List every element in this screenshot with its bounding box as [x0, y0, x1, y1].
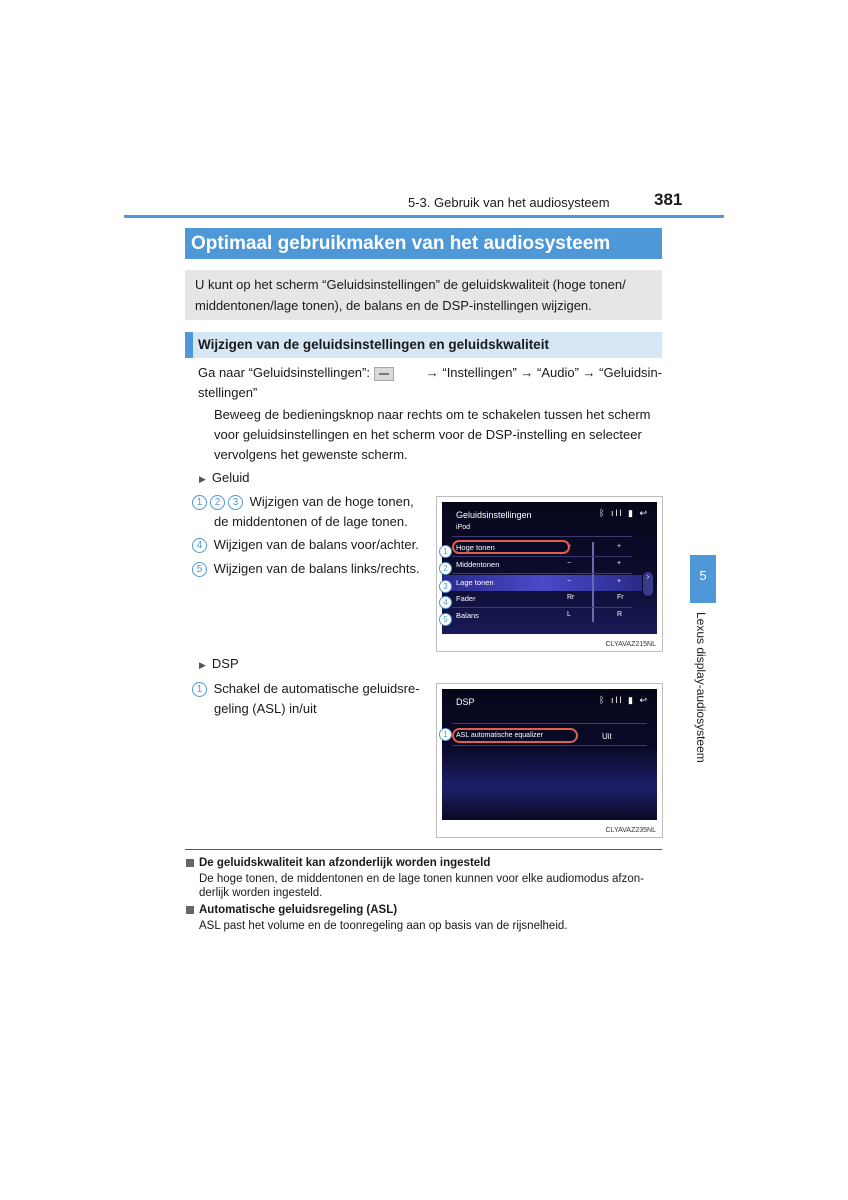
chapter-label [694, 612, 714, 772]
highlight-outline [452, 540, 570, 554]
dsp-label: DSP [211, 656, 239, 671]
note-text [186, 919, 666, 933]
notes-divider [185, 849, 662, 850]
status-icons: ᛒ ıll ▮ ↩ [599, 695, 649, 705]
divider [452, 536, 632, 537]
note-line: ASL past het volume en de toonregeling aan op basis van de rijsnelheid. [199, 920, 568, 932]
note-line: derlijk worden ingesteld. [199, 887, 323, 899]
divider [452, 745, 647, 746]
item-text: Schakel de automatische geluidsre- [213, 681, 420, 696]
setting-label: Lage tonen [456, 578, 494, 587]
highlight-outline [452, 728, 578, 743]
geluid-item-5 [192, 559, 420, 579]
geluid-screen-image [436, 496, 663, 652]
geluid-label: Geluid [211, 470, 250, 485]
setting-left: Rr [567, 594, 575, 601]
divider [452, 573, 632, 574]
number-circle: 1 [192, 682, 207, 697]
scroll-arrow-icon: › [643, 572, 653, 596]
instruction-text: → “Instellingen” → “Audio” → “Geluidsin- [425, 365, 662, 380]
item-text: Wijzigen van de balans links/rechts. [213, 561, 420, 576]
slider-center-line [592, 542, 594, 622]
setting-label: Hoge tonen [456, 543, 495, 552]
divider [452, 556, 632, 557]
setting-left: − [567, 543, 572, 550]
subsection-title: Wijzigen van de geluidsinstellingen en geluidskwaliteit [185, 332, 662, 358]
callout-number: 4 [439, 596, 452, 609]
image-code: CLYAVAZ215NL [605, 641, 656, 648]
setting-label: ASL automatische equalizer [456, 732, 543, 739]
setting-label: Balans [456, 611, 479, 620]
geluid-screen [442, 502, 657, 634]
description-line: voor geluidsinstellingen en het scherm voor de DSP-instelling en selecteer [214, 427, 642, 442]
number-circle: 4 [192, 538, 207, 553]
setting-label: Middentonen [456, 560, 500, 569]
callout-number: 3 [439, 580, 452, 593]
note-title: Automatische geluidsregeling (ASL) [186, 904, 666, 916]
description [214, 405, 662, 465]
note-line: De hoge tonen, de middentonen en de lage tonen kunnen voor elke audiomodus afzon- [199, 873, 644, 885]
description-line: vervolgens het gewenste scherm. [214, 447, 408, 462]
divider [452, 607, 632, 608]
instruction [198, 363, 662, 403]
triangle-bullet-icon: ▶ [199, 473, 206, 484]
geluid-item-1 [192, 492, 427, 532]
dsp-screen-image [436, 683, 663, 838]
menu-icon [374, 367, 394, 381]
status-icons: ᛒ ıll ▮ ↩ [599, 508, 649, 518]
number-circle: 3 [228, 495, 243, 510]
geluid-item-4 [192, 535, 419, 555]
screen-title: Geluidsinstellingen [456, 510, 532, 520]
dsp-item-1 [192, 679, 427, 719]
item-text: de middentonen of de lage tonen. [214, 514, 408, 529]
callout-number: 1 [439, 728, 452, 741]
setting-right: + [617, 543, 622, 550]
setting-right: + [617, 560, 622, 567]
chapter-tab: 5 [690, 555, 716, 603]
note-title: De geluidskwaliteit kan afzonderlijk worden ingesteld [186, 857, 666, 869]
notes [186, 857, 666, 933]
dsp-screen [442, 689, 657, 820]
intro-box [185, 270, 662, 320]
intro-line: middentonen/lage tonen), de balans en de DSP-instellingen wijzigen. [195, 298, 592, 313]
header-divider [124, 215, 724, 218]
callout-number: 5 [439, 613, 452, 626]
item-text: Wijzigen van de hoge tonen, [249, 494, 414, 509]
setting-left: L [567, 611, 571, 618]
callout-number: 1 [439, 545, 452, 558]
number-circle: 1 [192, 495, 207, 510]
triangle-bullet-icon: ▶ [199, 659, 206, 670]
setting-right: + [617, 578, 622, 585]
item-text: Wijzigen van de balans voor/achter. [213, 537, 419, 552]
note-text [186, 872, 666, 900]
page-title: Optimaal gebruikmaken van het audiosysteem [185, 228, 662, 259]
page-number: 381 [654, 190, 683, 209]
setting-left: − [567, 578, 572, 585]
screen-title: DSP [456, 697, 475, 707]
divider [452, 723, 647, 724]
number-circle: 5 [192, 562, 207, 577]
setting-right: R [617, 611, 623, 618]
description-line: Beweeg de bedieningsknop naar rechts om te schakelen tussen het scherm [214, 407, 651, 422]
screen-source: iPod [456, 524, 471, 531]
instruction-text: Ga naar “Geluidsinstellingen”: [198, 365, 370, 380]
callout-number: 2 [439, 562, 452, 575]
setting-value: Uit [602, 732, 612, 741]
dsp-heading [199, 654, 239, 675]
geluid-heading [199, 468, 250, 489]
item-text: geling (ASL) in/uit [214, 701, 317, 716]
setting-right: Fr [617, 594, 624, 601]
image-code: CLYAVAZ235NL [605, 827, 656, 834]
header-section-title: 5-3. Gebruik van het audiosysteem [408, 195, 610, 210]
instruction-text: stellingen” [198, 385, 258, 400]
chapter-label-text: Lexus display-audiosysteem [694, 612, 708, 763]
setting-label: Fader [456, 594, 476, 603]
intro-line: U kunt op het scherm “Geluidsinstellingen” de geluidskwaliteit (hoge tonen/ [195, 277, 626, 292]
setting-left: − [567, 560, 572, 567]
number-circle: 2 [210, 495, 225, 510]
